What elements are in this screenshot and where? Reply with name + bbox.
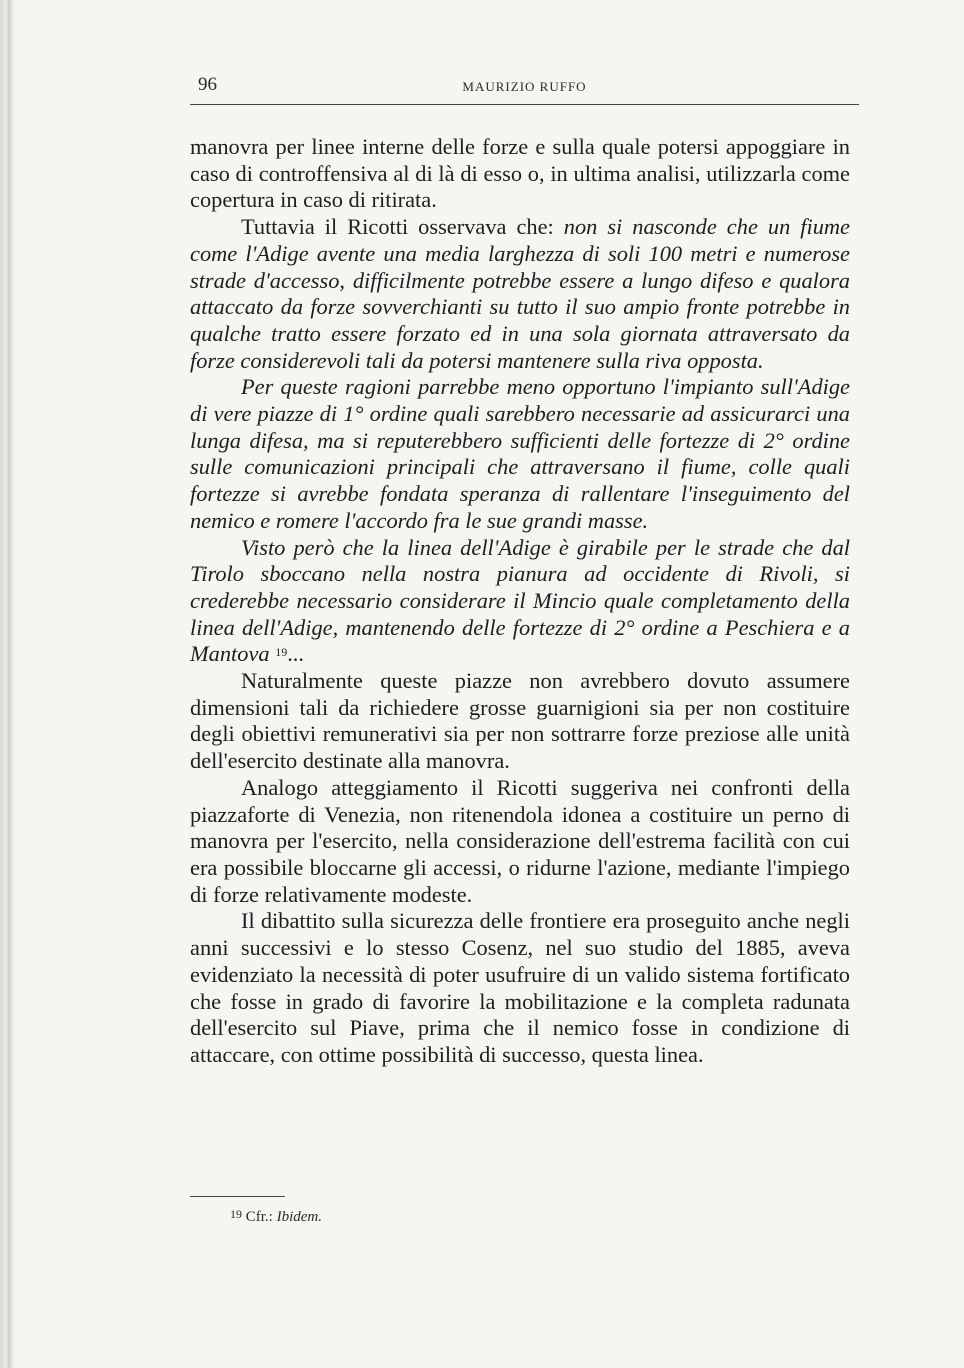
footnote-separator (190, 1196, 285, 1197)
footnote-number: 19 (230, 1207, 242, 1221)
footnote (230, 1209, 322, 1226)
paragraph-6: Analogo atteggiamento il Ricotti suggeriva nei confronti della piazzaforte di Venezia, non ritenendola idonea a costituire un perno di manovra per l'esercito, nella considerazione dell'estrema facilità con cui era possibile bloccarne gli accessi, o ridurne l'azione, mediante l'impiego di forze relativamente modeste. (190, 774, 850, 907)
footnote-source: Ibidem. (276, 1209, 322, 1225)
paragraph-4-ellipsis: ... (287, 641, 304, 667)
paragraph-4 (190, 535, 850, 669)
page-binding-edge (0, 0, 18, 1368)
paragraph-4-quote: Visto però che la linea dell'Adige è girabile per le strade che dal Tirolo sboccano nella nostra pianura ad occidente di Rivoli, si crederebbe necessario considerare il Mincio quale completamento della linea dell'Adige, mantenendo delle fortezze di 2° ordine a Peschiera e a Mantova (190, 534, 850, 667)
footnote-prefix: Cfr.: (245, 1209, 277, 1225)
page-header (190, 74, 859, 105)
running-head: MAURIZIO RUFFO (462, 79, 587, 94)
footnote-reference: 19 (275, 645, 288, 660)
paragraph-5: Naturalmente queste piazze non avrebbero dovuto assumere dimensioni tali da richiedere grosse guarnigioni sia per non costituire degli obiettivi remunerativi sia per non sottrarre forze preziose alle unità dell'esercito destinate alla manovra. (190, 668, 850, 774)
body-text (190, 134, 850, 1069)
paragraph-1: manovra per linee interne delle forze e sulla quale potersi appoggiare in caso di controffensiva al di là di esso o, in ultima analisi, utilizzarla come copertura in caso di ritirata. (190, 134, 850, 213)
paragraph-2 (190, 214, 850, 374)
paragraph-3-quote: Per queste ragioni parrebbe meno opportuno l'impianto sull'Adige di vere piazze di 1° ordine quali sarebbero necessarie ad assicurarci una lunga difesa, ma si reputerebbero sufficienti delle fortezze di 2° ordine sulle comunicazioni principali che attraversano il fiume, colle quali fortezze si avrebbe fondata speranza di rallentare l'inseguimento del nemico e romere l'accordo fra le sue grandi masse. (190, 374, 850, 533)
paragraph-2-intro: Tuttavia il Ricotti osservava che: (241, 214, 564, 240)
page-number: 96 (198, 74, 217, 95)
paragraph-2-quote: non si nasconde che un fiume come l'Adige avente una media larghezza di soli 100 metri e numerose strade d'accesso, difficilmente potrebbe essere a lungo difeso e qualora attaccato da forze sovverchianti su tutto il suo ampio fronte potrebbe in qualche tratto essere forzato ed in una sola giornata attraversato da forze considerevoli tali da potersi mantenere sulla riva opposta. (190, 214, 850, 373)
paragraph-7: Il dibattito sulla sicurezza delle frontiere era proseguito anche negli anni successivi e lo stesso Cosenz, nel suo studio del 1885, aveva evidenziato la necessità di poter usufruire di un valido sistema fortificato che fosse in grado di favorire la mobilitazione e la completa radunata dell'esercito sul Piave, prima che il nemico fosse in condizione di attaccare, con ottime possibilità di successo, questa linea. (190, 908, 850, 1067)
